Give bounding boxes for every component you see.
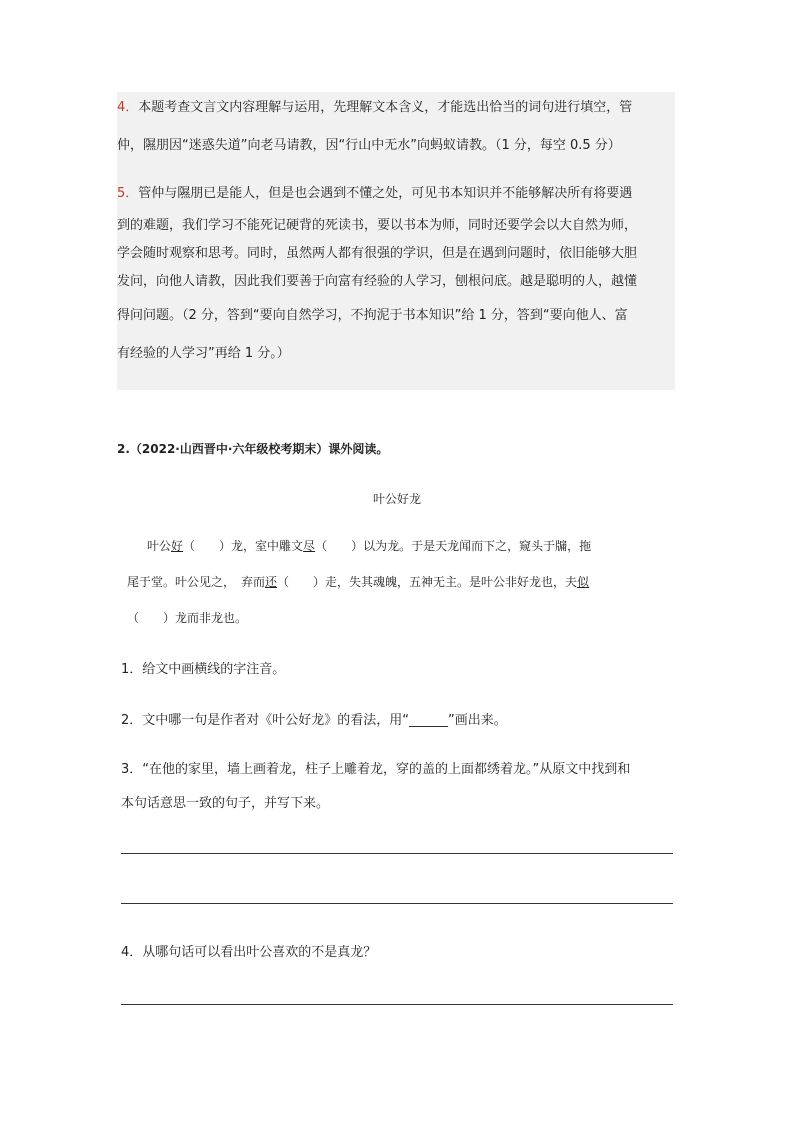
underlined-char-jin: 尽	[303, 539, 316, 553]
underlined-char-si: 似	[577, 575, 590, 589]
question-2-heading: 2.（2022·山西晋中·六年级校考期末）课外阅读。	[117, 442, 389, 456]
answer-5-line-6: 有经验的人学习”再给 1 分。）	[117, 346, 290, 361]
classical-passage	[127, 528, 675, 636]
question-3-line-2: 本句话意思一致的句子，并写下来。	[121, 796, 330, 811]
answer-line-4[interactable]	[121, 1004, 673, 1005]
answer-5-line-1: 5．管仲与隰朋已是能人，但是也会遇到不懂之处，可见书本知识并不能够解决所有将要遇	[117, 186, 633, 201]
answer-4-line-1: 4．本题考查文言文内容理解与运用，先理解文本含义，才能选出恰当的词句进行填空，管	[117, 100, 633, 115]
answer-4-line-2: 仲，隰朋因“迷惑失道”向老马请教，因“行山中无水”向蚂蚁请教。（1 分，每空 0.5 分）	[117, 138, 621, 153]
answer-line-3b[interactable]	[121, 903, 673, 904]
answer-5-number: 5．	[117, 186, 139, 201]
answer-4-number: 4．	[117, 100, 139, 115]
passage-line-3: （ ）龙而非龙也。	[127, 611, 248, 625]
answer-5-line-3: 学会随时观察和思考。同时，虽然两人都有很强的学识，但是在遇到问题时，依旧能够大胆	[117, 246, 638, 261]
question-4: 4．从哪句话可以看出叶公喜欢的不是真龙？	[121, 945, 377, 960]
answer-box	[117, 92, 675, 390]
underlined-char-huan: 还	[265, 575, 278, 589]
passage-title: 叶公好龙	[372, 492, 421, 506]
passage-line-1: 叶公好（ ）龙，室中雕文尽（ ）以为龙。于是天龙闻而下之，窥头于牖，拖	[147, 539, 592, 553]
question-2: 2．文中哪一句是作者对《叶公好龙》的看法，用“______”画出来。	[121, 713, 507, 728]
answer-line-3a[interactable]	[121, 853, 673, 854]
answer-5-line-5: 得问问题。（2 分，答到“要向自然学习，不拘泥于书本知识”给 1 分，答到“要向他人、富	[117, 308, 628, 323]
question-3-line-1: 3．“在他的家里，墙上画着龙，柱子上雕着龙，穿的盖的上面都绣着龙。”从原文中找到和	[121, 762, 631, 777]
passage-line-2: 尾于堂。叶公见之， 弃而还（ ）走，失其魂魄，五神无主。是叶公非好龙也，夫似	[127, 575, 590, 589]
underlined-char-hao: 好	[171, 539, 184, 553]
answer-5-line-2: 到的难题，我们学习不能死记硬背的死读书，要以书本为师，同时还要学会以大自然为师，	[117, 218, 638, 233]
answer-5-line-4: 发问，向他人请教，因此我们要善于向富有经验的人学习，刨根问底。越是聪明的人，越懂	[117, 274, 638, 289]
question-1: 1．给文中画横线的字注音。	[121, 662, 286, 677]
